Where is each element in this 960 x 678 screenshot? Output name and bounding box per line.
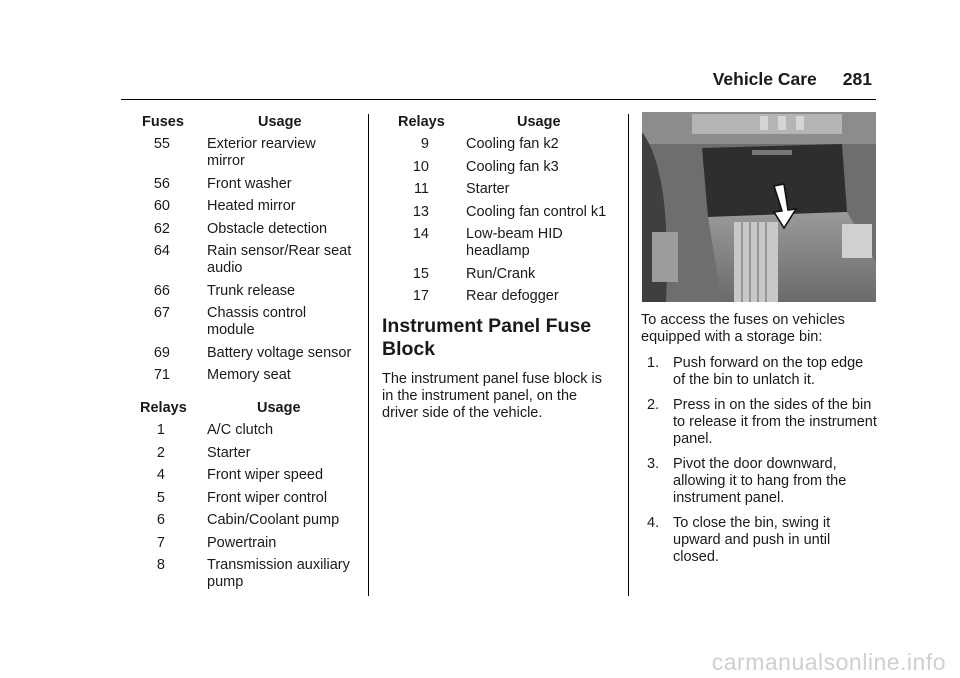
row-number: 71: [153, 367, 170, 383]
relays-table: [382, 136, 620, 305]
usage-column-header: Usage: [258, 114, 302, 130]
table-row: [121, 305, 361, 339]
table-row: [382, 159, 620, 176]
table-row: [121, 557, 361, 591]
step-number: 2.: [647, 397, 660, 413]
column-divider: [368, 114, 369, 596]
table-row: [382, 136, 620, 153]
step-text: To close the bin, swing it upward and push in until closed.: [673, 515, 831, 565]
step-item: [641, 515, 877, 566]
row-usage: Heated mirror: [207, 198, 296, 214]
row-usage: Chassis control module: [207, 305, 307, 338]
row-number: 55: [153, 136, 170, 152]
row-number: 66: [153, 282, 170, 299]
row-number: 6: [156, 512, 165, 528]
watermark: carmanualsonline.info: [711, 649, 946, 675]
storage-bin-photo: [642, 112, 876, 302]
row-usage: Rain sensor/Rear seat audio: [207, 243, 352, 276]
table-row: [121, 243, 361, 277]
row-usage: Cabin/Coolant pump: [207, 512, 340, 528]
table-row: [121, 512, 361, 529]
body-paragraph: The instrument panel fuse block is in the instrument panel, on the driver side of the vehicle.: [382, 371, 603, 421]
row-usage: A/C clutch: [207, 422, 274, 438]
row-number: 69: [153, 344, 170, 361]
table-row: [121, 467, 361, 484]
step-text: Push forward on the top edge of the bin to unlatch it.: [673, 355, 864, 388]
row-number: 60: [153, 198, 170, 214]
step-number: 1.: [647, 355, 660, 371]
page-number: 281: [842, 69, 872, 89]
fuses-column-header: Fuses: [142, 114, 184, 130]
step-number: 3.: [647, 456, 660, 472]
step-item: [641, 355, 877, 389]
column-divider: [628, 114, 629, 596]
row-usage: Front wiper control: [207, 489, 328, 506]
table-row: [121, 221, 361, 238]
table-row: [121, 136, 361, 170]
table-row: [382, 266, 620, 283]
row-number: 67: [153, 305, 170, 321]
fuses-table-header: [121, 114, 361, 131]
row-usage: Memory seat: [207, 367, 291, 383]
relays-table: [121, 422, 361, 591]
relays-table-header: [121, 400, 361, 417]
row-usage: Front washer: [207, 175, 292, 192]
step-text: Press in on the sides of the bin to release it from the instrument panel.: [673, 397, 877, 447]
step-text: Pivot the door downward, allowing it to hang from the instrument panel.: [673, 456, 847, 506]
storage-bin-photo-icon: [642, 112, 876, 302]
table-row: [121, 535, 361, 552]
column-2: [382, 114, 620, 422]
row-usage: Battery voltage sensor: [207, 344, 352, 361]
row-usage: Cooling fan k3: [466, 158, 559, 175]
row-usage: Exterior rearview mirror: [207, 136, 316, 169]
row-usage: Trunk release: [207, 282, 296, 299]
row-number: 8: [156, 557, 165, 573]
relays-table-header: [382, 114, 620, 131]
steps-list: [641, 355, 877, 566]
row-number: 17: [412, 288, 429, 304]
row-number: 2: [156, 444, 165, 461]
table-row: [382, 181, 620, 198]
table-row: [121, 490, 361, 507]
row-usage: Starter: [466, 181, 510, 197]
page-header: [713, 69, 872, 90]
table-row: [382, 288, 620, 305]
row-number: 7: [156, 534, 165, 551]
section-heading: Instrument Panel Fuse Block: [382, 315, 592, 360]
table-row: [382, 204, 620, 221]
row-number: 64: [153, 243, 170, 259]
table-row: [121, 445, 361, 462]
row-usage: Obstacle detection: [207, 220, 328, 237]
row-number: 56: [153, 175, 170, 192]
row-number: 9: [420, 136, 429, 152]
usage-column-header: Usage: [517, 114, 561, 130]
step-number: 4.: [647, 515, 660, 531]
usage-column-header: Usage: [257, 400, 301, 416]
step-item: [641, 456, 877, 507]
row-number: 1: [156, 422, 165, 438]
step-item: [641, 397, 877, 448]
row-number: 15: [412, 265, 429, 282]
row-usage: Cooling fan control k1: [466, 203, 607, 220]
relays-column-header: Relays: [140, 400, 187, 416]
row-number: 4: [156, 467, 165, 483]
row-number: 5: [156, 489, 165, 506]
relays-column-header: Relays: [398, 114, 445, 130]
row-usage: Starter: [207, 444, 251, 461]
intro-paragraph: To access the fuses on vehicles equipped with a storage bin:: [641, 312, 845, 345]
row-usage: Cooling fan k2: [466, 136, 559, 152]
row-number: 14: [412, 226, 429, 242]
column-3: [641, 312, 877, 574]
table-row: [121, 422, 361, 439]
fuses-table: [121, 136, 361, 384]
row-usage: Powertrain: [207, 534, 277, 551]
table-row: [382, 226, 620, 260]
row-usage: Front wiper speed: [207, 467, 324, 483]
table-row: [121, 176, 361, 193]
row-usage: Run/Crank: [466, 265, 536, 282]
column-1: [121, 114, 361, 597]
table-row: [121, 198, 361, 215]
row-number: 13: [412, 203, 429, 220]
table-row: [121, 283, 361, 300]
table-row: [121, 367, 361, 384]
row-usage: Low-beam HID headlamp: [466, 226, 563, 259]
row-number: 11: [413, 181, 429, 197]
section-title: Vehicle Care: [712, 69, 817, 89]
row-number: 62: [153, 220, 170, 237]
row-number: 10: [412, 158, 429, 175]
row-usage: Transmission auxiliary pump: [207, 557, 350, 590]
header-rule: [121, 99, 876, 100]
row-usage: Rear defogger: [466, 288, 559, 304]
table-row: [121, 345, 361, 362]
